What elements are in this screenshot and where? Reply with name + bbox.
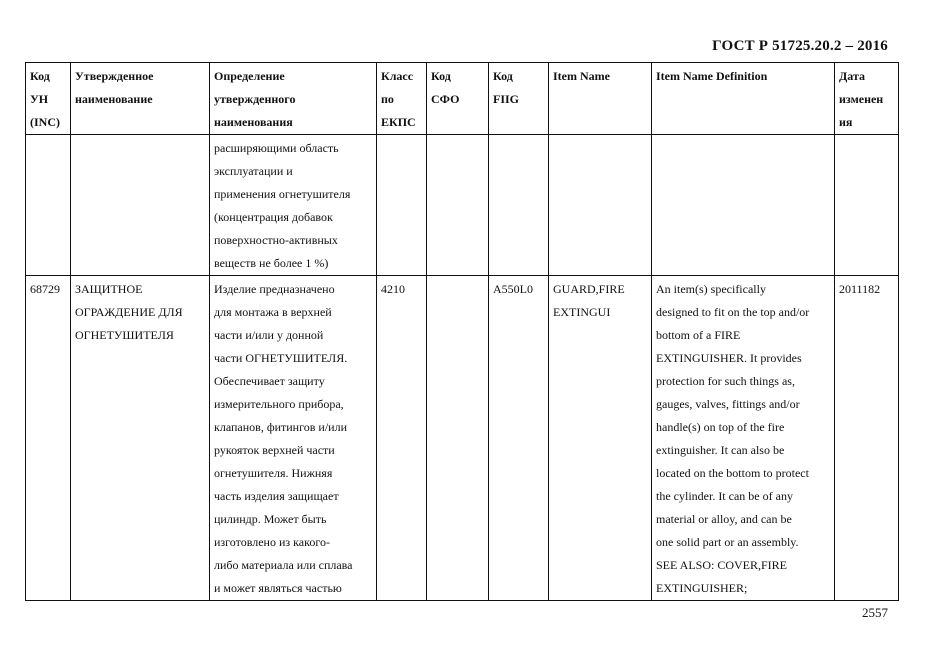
cell-fiig: [489, 135, 549, 276]
col-sfo-code: Код СФО: [427, 63, 489, 135]
cell-ekps: [377, 135, 427, 276]
col-fiig-code: Код FIIG: [489, 63, 549, 135]
col-ekps-class: Класс по ЕКПС: [377, 63, 427, 135]
cell-item-name: GUARD,FIRE EXTINGUI: [549, 276, 652, 601]
table-row: [26, 276, 899, 601]
cell-item-definition: [652, 135, 835, 276]
col-change-date: Дата изменен ия: [835, 63, 899, 135]
cell-definition: Изделие предназначено для монтажа в верхней части и/или у донной части ОГНЕТУШИТЕЛЯ. Обеспечивает защиту измерительного прибора, клапанов, фитингов и/или рукояток верхней части огнетушителя. Нижняя часть изделия защищает цилиндр. Может быть изготовлено из какого- либо материала или сплава и может являться частью: [210, 276, 377, 601]
cell-inc: 68729: [26, 276, 71, 601]
cell-approved-name: [71, 135, 210, 276]
table-row: [26, 135, 899, 276]
cell-sfo: [427, 276, 489, 601]
cell-date: [835, 135, 899, 276]
page-number: 2557: [862, 605, 888, 620]
col-inc-code: Код УН (INC): [26, 63, 71, 135]
cell-inc: [26, 135, 71, 276]
cell-fiig: A550L0: [489, 276, 549, 601]
cell-definition: расширяющими область эксплуатации и применения огнетушителя (концентрация добавок поверхностно-активных веществ не более 1 %): [210, 135, 377, 276]
col-name-definition: Определение утвержденного наименования: [210, 63, 377, 135]
table-header-row: [26, 63, 899, 135]
cell-date: 2011182: [835, 276, 899, 601]
document-header: ГОСТ Р 51725.20.2 – 2016: [712, 38, 888, 54]
catalog-table: [25, 62, 899, 601]
col-approved-name: Утвержденное наименование: [71, 63, 210, 135]
cell-item-name: [549, 135, 652, 276]
col-item-name: Item Name: [549, 63, 652, 135]
cell-approved-name: ЗАЩИТНОЕ ОГРАЖДЕНИЕ ДЛЯ ОГНЕТУШИТЕЛЯ: [71, 276, 210, 601]
cell-item-definition: An item(s) specifically designed to fit on the top and/or bottom of a FIRE EXTINGUISHER. It provides protection for such things as, gauges, valves, fittings and/or handle(s) on top of the fire extinguisher. It can also be located on the bottom to protect the cylinder. It can be of any material or alloy, and can be one solid part or an assembly. SEE ALSO: COVER,FIRE EXTINGUISHER;: [652, 276, 835, 601]
col-item-name-definition: Item Name Definition: [652, 63, 835, 135]
cell-sfo: [427, 135, 489, 276]
cell-ekps: 4210: [377, 276, 427, 601]
